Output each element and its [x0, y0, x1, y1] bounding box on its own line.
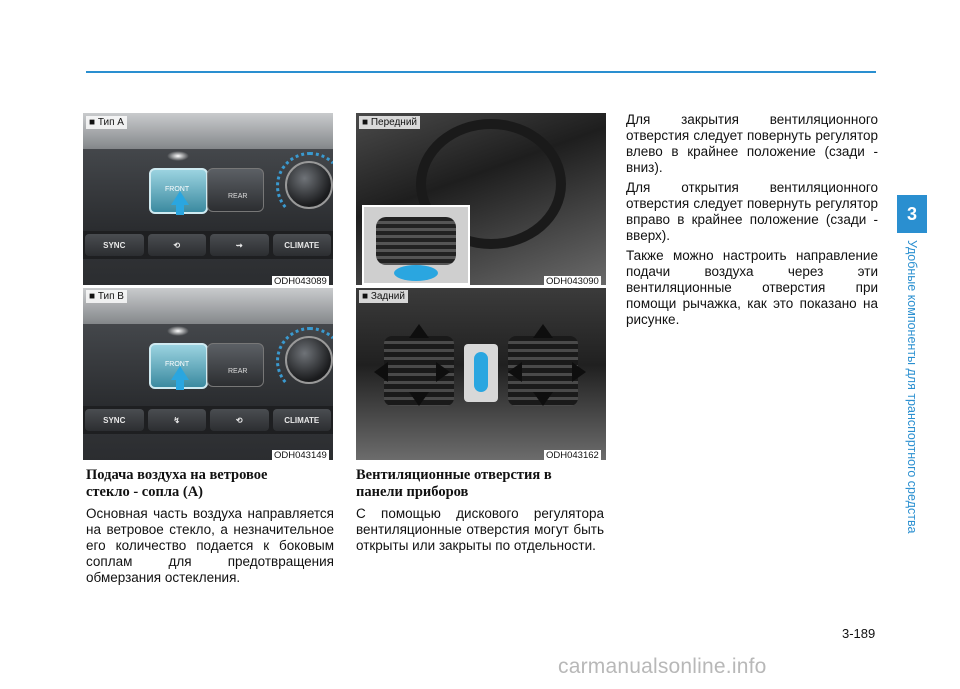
temperature-knob — [285, 336, 333, 384]
figure-label-front: ■ Передний — [359, 116, 420, 129]
arrow-left-icon — [508, 362, 522, 382]
top-rule — [86, 71, 876, 73]
figure-code-type-a: ODH043089 — [274, 276, 327, 287]
paragraph-close-vent: Для закрытия вентиляционного отверстия следует повернуть регулятор влево в крайнее положение (сзади - вниз). — [626, 112, 878, 175]
fresh-air-button — [210, 234, 269, 256]
rear-defrost-button: REAR — [207, 168, 264, 212]
arrow-up-icon — [533, 324, 553, 338]
watermark: carmanualsonline.info — [558, 655, 767, 678]
arrow-up-icon — [409, 324, 429, 338]
car-recirc-icon: ⟲ — [235, 415, 243, 425]
front-defrost-button: FRONT — [149, 168, 208, 214]
section-heading-windshield: Подача воздуха на ветровое стекло - сопла (A) — [86, 467, 268, 500]
figure-label-type-b: ■ Тип B — [86, 290, 127, 303]
climate-button: CLIMATE — [273, 234, 332, 256]
sync-button: SYNC — [85, 409, 144, 431]
arrow-up-icon — [171, 191, 189, 205]
car-recirc-icon: ⟲ — [173, 240, 181, 250]
arrow-right-icon — [436, 362, 450, 382]
figure-label-rear: ■ Задний — [359, 290, 408, 303]
rear-vent-dial — [464, 344, 498, 402]
arrow-left-icon — [374, 362, 388, 382]
vent-dial-icon — [394, 265, 438, 281]
recirc-button — [148, 234, 207, 256]
figure-rear-vent — [356, 288, 606, 460]
arrow-right-icon — [572, 362, 586, 382]
paragraph-open-vent: Для открытия вентиляционного отверстия следует повернуть регулятор вправо в крайнее положение (сзади - вверх). — [626, 180, 878, 243]
paragraph-windshield: Основная часть воздуха направляется на ветровое стекло, а незначительное его количество подается к боковым соплам для предотвращения обмерзания остекления. — [86, 506, 334, 585]
figure-type-b — [83, 288, 333, 460]
rear-defrost-button: REAR — [207, 343, 264, 387]
figure-type-a — [83, 113, 333, 285]
sync-button: SYNC — [85, 234, 144, 256]
arrow-down-icon — [533, 392, 553, 406]
arrow-down-icon — [409, 392, 429, 406]
paragraph-dash-vents: С помощью дискового регулятора вентиляционные отверстия могут быть открыты или закрыты по отдельности. — [356, 506, 604, 553]
vent-inset — [362, 205, 470, 285]
climate-button: CLIMATE — [273, 409, 332, 431]
page-number: 3-189 — [842, 626, 876, 641]
car-fresh-icon: ⇝ — [235, 240, 243, 250]
chapter-title: Удобные компоненты для транспортного средства — [905, 240, 919, 534]
recirc-button — [210, 409, 269, 431]
chapter-number: 3 — [897, 195, 927, 233]
arrow-up-icon — [171, 366, 189, 380]
paragraph-adjust-direction: Также можно настроить направление подачи воздуха через эти вентиляционные отверстия при помощи рычажка, как это показано на рисунке. — [626, 248, 878, 327]
airflow-button — [148, 409, 207, 431]
figure-code-type-b: ODH043149 — [274, 450, 327, 461]
section-heading-dash-vents: Вентиляционные отверстия в панели приборов — [356, 467, 552, 500]
airflow-icon: ↯ — [173, 415, 181, 425]
front-defrost-button: FRONT — [149, 343, 208, 389]
figure-code-front: ODH043090 — [546, 276, 599, 287]
figure-label-type-a: ■ Тип A — [86, 116, 127, 129]
figure-front-vent — [356, 113, 606, 285]
temperature-knob — [285, 161, 333, 209]
figure-code-rear: ODH043162 — [546, 450, 599, 461]
